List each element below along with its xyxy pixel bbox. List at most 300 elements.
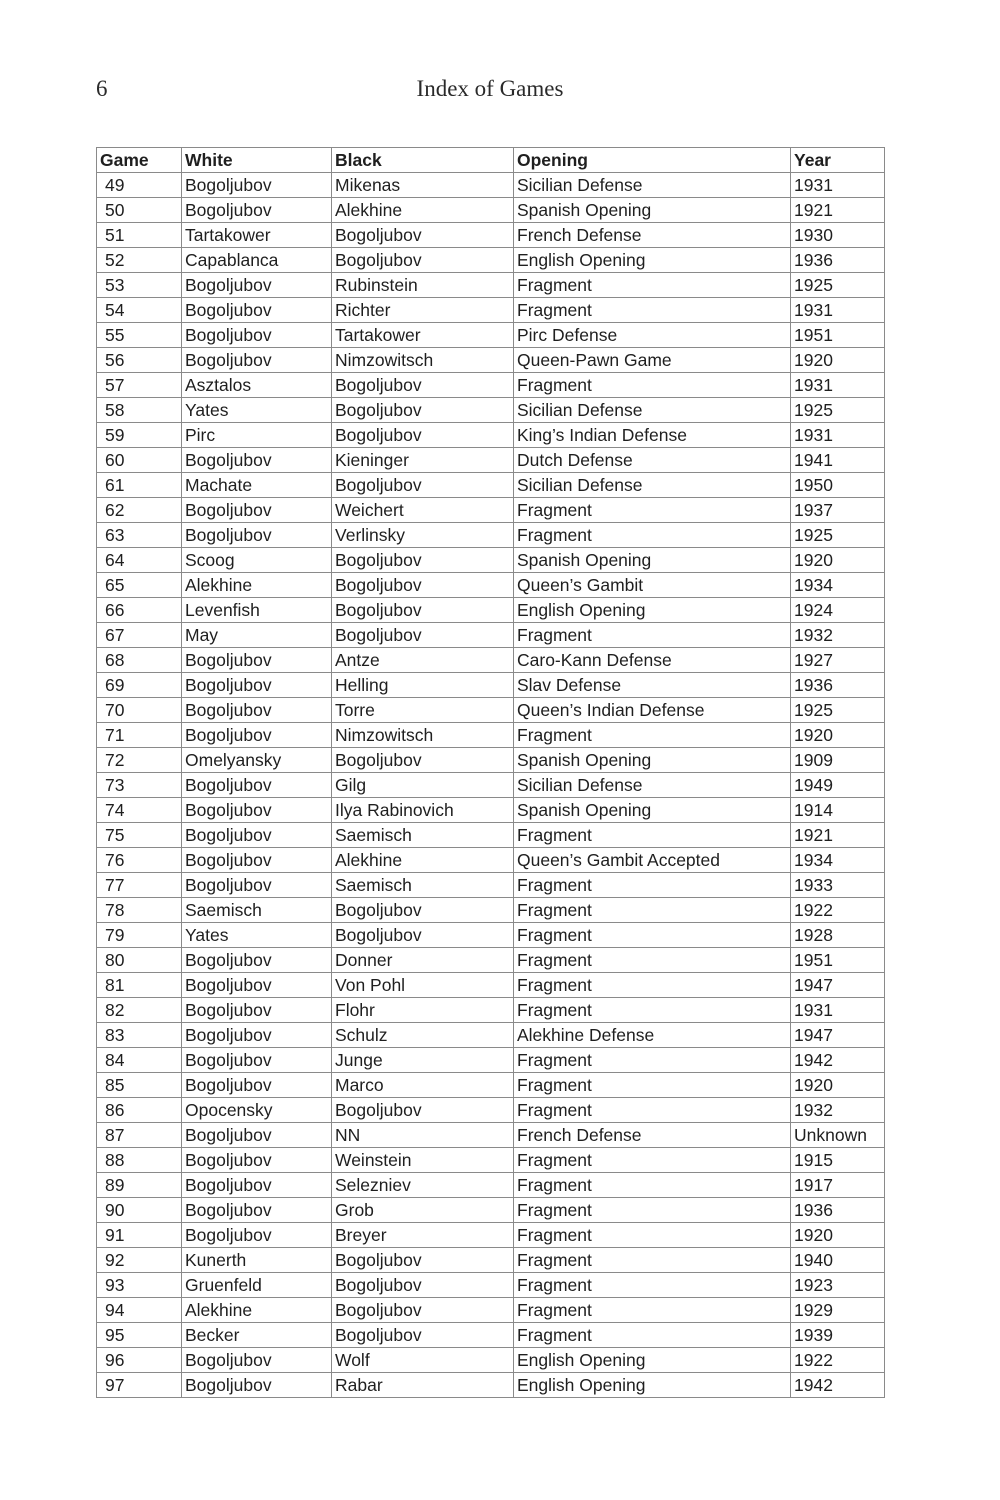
black-player-cell: Bogoljubov	[332, 923, 514, 948]
year-cell: 1928	[791, 923, 885, 948]
black-player-cell: Gilg	[332, 773, 514, 798]
black-player-cell: Mikenas	[332, 173, 514, 198]
white-player-cell: Tartakower	[182, 223, 332, 248]
table-row	[97, 498, 885, 523]
white-player-cell: Bogoljubov	[182, 1198, 332, 1223]
game-number-cell: 78	[97, 898, 182, 923]
game-number-cell: 49	[97, 173, 182, 198]
table-row	[97, 173, 885, 198]
table-row	[97, 748, 885, 773]
opening-cell: Spanish Opening	[514, 548, 791, 573]
year-cell: 1936	[791, 1198, 885, 1223]
year-cell: 1932	[791, 1098, 885, 1123]
opening-cell: English Opening	[514, 1348, 791, 1373]
year-cell: 1931	[791, 173, 885, 198]
table-row	[97, 348, 885, 373]
black-player-cell: Bogoljubov	[332, 1248, 514, 1273]
white-player-cell: Bogoljubov	[182, 973, 332, 998]
black-player-cell: Junge	[332, 1048, 514, 1073]
black-player-cell: Bogoljubov	[332, 548, 514, 573]
table-row	[97, 1248, 885, 1273]
game-number-cell: 55	[97, 323, 182, 348]
opening-cell: Queen’s Gambit Accepted	[514, 848, 791, 873]
game-number-cell: 92	[97, 1248, 182, 1273]
opening-cell: Sicilian Defense	[514, 398, 791, 423]
year-cell: 1932	[791, 623, 885, 648]
black-player-cell: Saemisch	[332, 823, 514, 848]
opening-cell: Sicilian Defense	[514, 173, 791, 198]
opening-cell: Spanish Opening	[514, 748, 791, 773]
black-player-cell: Nimzowitsch	[332, 723, 514, 748]
column-header-game: Game	[97, 148, 182, 173]
white-player-cell: Bogoljubov	[182, 1123, 332, 1148]
table-row	[97, 1048, 885, 1073]
game-number-cell: 97	[97, 1373, 182, 1398]
black-player-cell: Rabar	[332, 1373, 514, 1398]
white-player-cell: Bogoljubov	[182, 1048, 332, 1073]
white-player-cell: Capablanca	[182, 248, 332, 273]
table-row	[97, 448, 885, 473]
opening-cell: Fragment	[514, 373, 791, 398]
white-player-cell: Machate	[182, 473, 332, 498]
opening-cell: Fragment	[514, 1223, 791, 1248]
white-player-cell: May	[182, 623, 332, 648]
white-player-cell: Bogoljubov	[182, 348, 332, 373]
game-number-cell: 61	[97, 473, 182, 498]
year-cell: 1933	[791, 873, 885, 898]
black-player-cell: NN	[332, 1123, 514, 1148]
black-player-cell: Donner	[332, 948, 514, 973]
opening-cell: Sicilian Defense	[514, 473, 791, 498]
opening-cell: Fragment	[514, 973, 791, 998]
opening-cell: Spanish Opening	[514, 798, 791, 823]
black-player-cell: Grob	[332, 1198, 514, 1223]
white-player-cell: Bogoljubov	[182, 873, 332, 898]
year-cell: 1920	[791, 348, 885, 373]
white-player-cell: Bogoljubov	[182, 773, 332, 798]
year-cell: 1921	[791, 198, 885, 223]
black-player-cell: Verlinsky	[332, 523, 514, 548]
opening-cell: French Defense	[514, 1123, 791, 1148]
game-number-cell: 89	[97, 1173, 182, 1198]
year-cell: 1940	[791, 1248, 885, 1273]
white-player-cell: Bogoljubov	[182, 1373, 332, 1398]
table-row	[97, 598, 885, 623]
year-cell: 1923	[791, 1273, 885, 1298]
table-row	[97, 248, 885, 273]
white-player-cell: Asztalos	[182, 373, 332, 398]
year-cell: 1925	[791, 398, 885, 423]
table-row	[97, 723, 885, 748]
black-player-cell: Ilya Rabinovich	[332, 798, 514, 823]
opening-cell: Fragment	[514, 1273, 791, 1298]
game-number-cell: 79	[97, 923, 182, 948]
white-player-cell: Bogoljubov	[182, 1148, 332, 1173]
opening-cell: Fragment	[514, 923, 791, 948]
opening-cell: Fragment	[514, 523, 791, 548]
white-player-cell: Bogoljubov	[182, 498, 332, 523]
table-row	[97, 823, 885, 848]
table-row	[97, 1148, 885, 1173]
white-player-cell: Yates	[182, 923, 332, 948]
year-cell: 1942	[791, 1373, 885, 1398]
year-cell: 1920	[791, 1223, 885, 1248]
game-number-cell: 52	[97, 248, 182, 273]
white-player-cell: Bogoljubov	[182, 998, 332, 1023]
year-cell: 1947	[791, 973, 885, 998]
black-player-cell: Rubinstein	[332, 273, 514, 298]
table-row	[97, 523, 885, 548]
game-number-cell: 83	[97, 1023, 182, 1048]
game-number-cell: 68	[97, 648, 182, 673]
table-row	[97, 1348, 885, 1373]
opening-cell: Fragment	[514, 1198, 791, 1223]
black-player-cell: Kieninger	[332, 448, 514, 473]
opening-cell: Fragment	[514, 998, 791, 1023]
black-player-cell: Schulz	[332, 1023, 514, 1048]
game-number-cell: 50	[97, 198, 182, 223]
year-cell: Unknown	[791, 1123, 885, 1148]
game-number-cell: 56	[97, 348, 182, 373]
game-number-cell: 94	[97, 1298, 182, 1323]
year-cell: 1939	[791, 1323, 885, 1348]
game-number-cell: 80	[97, 948, 182, 973]
game-number-cell: 59	[97, 423, 182, 448]
year-cell: 1941	[791, 448, 885, 473]
table-row	[97, 1198, 885, 1223]
game-number-cell: 53	[97, 273, 182, 298]
game-number-cell: 87	[97, 1123, 182, 1148]
table-row	[97, 1023, 885, 1048]
opening-cell: Fragment	[514, 623, 791, 648]
white-player-cell: Bogoljubov	[182, 948, 332, 973]
table-header-row	[97, 148, 885, 173]
year-cell: 1920	[791, 723, 885, 748]
page-title: Index of Games	[416, 76, 564, 101]
opening-cell: Fragment	[514, 823, 791, 848]
year-cell: 1931	[791, 373, 885, 398]
black-player-cell: Nimzowitsch	[332, 348, 514, 373]
game-number-cell: 95	[97, 1323, 182, 1348]
game-number-cell: 84	[97, 1048, 182, 1073]
table-row	[97, 373, 885, 398]
opening-cell: Fragment	[514, 1173, 791, 1198]
game-number-cell: 91	[97, 1223, 182, 1248]
game-number-cell: 51	[97, 223, 182, 248]
opening-cell: Fragment	[514, 1048, 791, 1073]
opening-cell: Queen’s Gambit	[514, 573, 791, 598]
opening-cell: Caro-Kann Defense	[514, 648, 791, 673]
black-player-cell: Breyer	[332, 1223, 514, 1248]
games-index-table	[96, 147, 885, 1398]
game-number-cell: 77	[97, 873, 182, 898]
opening-cell: Slav Defense	[514, 673, 791, 698]
black-player-cell: Weinstein	[332, 1148, 514, 1173]
year-cell: 1915	[791, 1148, 885, 1173]
year-cell: 1950	[791, 473, 885, 498]
year-cell: 1931	[791, 998, 885, 1023]
opening-cell: Fragment	[514, 723, 791, 748]
opening-cell: Fragment	[514, 873, 791, 898]
year-cell: 1937	[791, 498, 885, 523]
white-player-cell: Bogoljubov	[182, 1348, 332, 1373]
opening-cell: Alekhine Defense	[514, 1023, 791, 1048]
black-player-cell: Bogoljubov	[332, 1273, 514, 1298]
table-row	[97, 1373, 885, 1398]
year-cell: 1934	[791, 573, 885, 598]
table-row	[97, 1298, 885, 1323]
black-player-cell: Bogoljubov	[332, 898, 514, 923]
year-cell: 1951	[791, 323, 885, 348]
black-player-cell: Bogoljubov	[332, 748, 514, 773]
white-player-cell: Bogoljubov	[182, 173, 332, 198]
table-row	[97, 223, 885, 248]
opening-cell: Fragment	[514, 298, 791, 323]
table-row	[97, 198, 885, 223]
black-player-cell: Torre	[332, 698, 514, 723]
table-row	[97, 798, 885, 823]
black-player-cell: Wolf	[332, 1348, 514, 1373]
game-number-cell: 74	[97, 798, 182, 823]
black-player-cell: Bogoljubov	[332, 1098, 514, 1123]
table-row	[97, 1223, 885, 1248]
white-player-cell: Bogoljubov	[182, 698, 332, 723]
table-row	[97, 298, 885, 323]
table-row	[97, 623, 885, 648]
black-player-cell: Richter	[332, 298, 514, 323]
year-cell: 1920	[791, 1073, 885, 1098]
table-row	[97, 1323, 885, 1348]
opening-cell: Fragment	[514, 498, 791, 523]
black-player-cell: Bogoljubov	[332, 1323, 514, 1348]
year-cell: 1917	[791, 1173, 885, 1198]
white-player-cell: Gruenfeld	[182, 1273, 332, 1298]
white-player-cell: Bogoljubov	[182, 1223, 332, 1248]
table-row	[97, 473, 885, 498]
white-player-cell: Bogoljubov	[182, 448, 332, 473]
white-player-cell: Bogoljubov	[182, 1073, 332, 1098]
table-row	[97, 573, 885, 598]
table-row	[97, 898, 885, 923]
year-cell: 1921	[791, 823, 885, 848]
table-row	[97, 1273, 885, 1298]
year-cell: 1925	[791, 698, 885, 723]
white-player-cell: Bogoljubov	[182, 723, 332, 748]
game-number-cell: 86	[97, 1098, 182, 1123]
opening-cell: King’s Indian Defense	[514, 423, 791, 448]
black-player-cell: Bogoljubov	[332, 373, 514, 398]
year-cell: 1922	[791, 1348, 885, 1373]
white-player-cell: Kunerth	[182, 1248, 332, 1273]
table-row	[97, 973, 885, 998]
game-number-cell: 64	[97, 548, 182, 573]
page-number: 6	[96, 76, 108, 101]
black-player-cell: Tartakower	[332, 323, 514, 348]
black-player-cell: Saemisch	[332, 873, 514, 898]
white-player-cell: Bogoljubov	[182, 1173, 332, 1198]
year-cell: 1949	[791, 773, 885, 798]
white-player-cell: Bogoljubov	[182, 798, 332, 823]
opening-cell: Queen-Pawn Game	[514, 348, 791, 373]
white-player-cell: Levenfish	[182, 598, 332, 623]
black-player-cell: Flohr	[332, 998, 514, 1023]
game-number-cell: 60	[97, 448, 182, 473]
game-number-cell: 73	[97, 773, 182, 798]
black-player-cell: Bogoljubov	[332, 423, 514, 448]
opening-cell: Sicilian Defense	[514, 773, 791, 798]
opening-cell: Fragment	[514, 1323, 791, 1348]
white-player-cell: Bogoljubov	[182, 848, 332, 873]
game-number-cell: 90	[97, 1198, 182, 1223]
game-number-cell: 70	[97, 698, 182, 723]
year-cell: 1929	[791, 1298, 885, 1323]
black-player-cell: Antze	[332, 648, 514, 673]
black-player-cell: Von Pohl	[332, 973, 514, 998]
year-cell: 1951	[791, 948, 885, 973]
opening-cell: Fragment	[514, 1148, 791, 1173]
white-player-cell: Saemisch	[182, 898, 332, 923]
game-number-cell: 81	[97, 973, 182, 998]
table-row	[97, 1098, 885, 1123]
table-row	[97, 923, 885, 948]
opening-cell: Fragment	[514, 1098, 791, 1123]
game-number-cell: 69	[97, 673, 182, 698]
table-row	[97, 848, 885, 873]
table-row	[97, 673, 885, 698]
game-number-cell: 58	[97, 398, 182, 423]
table-row	[97, 648, 885, 673]
table-row	[97, 273, 885, 298]
opening-cell: English Opening	[514, 248, 791, 273]
black-player-cell: Bogoljubov	[332, 573, 514, 598]
white-player-cell: Bogoljubov	[182, 823, 332, 848]
game-number-cell: 96	[97, 1348, 182, 1373]
opening-cell: Fragment	[514, 898, 791, 923]
white-player-cell: Bogoljubov	[182, 273, 332, 298]
table-row	[97, 1073, 885, 1098]
table-row	[97, 1173, 885, 1198]
game-number-cell: 63	[97, 523, 182, 548]
game-number-cell: 65	[97, 573, 182, 598]
white-player-cell: Yates	[182, 398, 332, 423]
table-row	[97, 1123, 885, 1148]
white-player-cell: Bogoljubov	[182, 523, 332, 548]
year-cell: 1924	[791, 598, 885, 623]
opening-cell: Spanish Opening	[514, 198, 791, 223]
opening-cell: Fragment	[514, 1073, 791, 1098]
game-number-cell: 93	[97, 1273, 182, 1298]
opening-cell: Fragment	[514, 1298, 791, 1323]
opening-cell: English Opening	[514, 598, 791, 623]
opening-cell: Fragment	[514, 1248, 791, 1273]
game-number-cell: 72	[97, 748, 182, 773]
black-player-cell: Alekhine	[332, 198, 514, 223]
black-player-cell: Bogoljubov	[332, 223, 514, 248]
table-row	[97, 323, 885, 348]
game-number-cell: 54	[97, 298, 182, 323]
column-header-opening: Opening	[514, 148, 791, 173]
game-number-cell: 85	[97, 1073, 182, 1098]
table-row	[97, 548, 885, 573]
column-header-white: White	[182, 148, 332, 173]
table-row	[97, 773, 885, 798]
year-cell: 1930	[791, 223, 885, 248]
year-cell: 1936	[791, 248, 885, 273]
year-cell: 1925	[791, 273, 885, 298]
year-cell: 1931	[791, 423, 885, 448]
black-player-cell: Weichert	[332, 498, 514, 523]
white-player-cell: Bogoljubov	[182, 198, 332, 223]
opening-cell: Fragment	[514, 273, 791, 298]
column-header-year: Year	[791, 148, 885, 173]
year-cell: 1936	[791, 673, 885, 698]
black-player-cell: Selezniev	[332, 1173, 514, 1198]
white-player-cell: Bogoljubov	[182, 323, 332, 348]
year-cell: 1934	[791, 848, 885, 873]
white-player-cell: Omelyansky	[182, 748, 332, 773]
opening-cell: Queen’s Indian Defense	[514, 698, 791, 723]
white-player-cell: Bogoljubov	[182, 1023, 332, 1048]
white-player-cell: Becker	[182, 1323, 332, 1348]
year-cell: 1942	[791, 1048, 885, 1073]
year-cell: 1947	[791, 1023, 885, 1048]
opening-cell: English Opening	[514, 1373, 791, 1398]
black-player-cell: Bogoljubov	[332, 248, 514, 273]
black-player-cell: Alekhine	[332, 848, 514, 873]
black-player-cell: Bogoljubov	[332, 473, 514, 498]
game-number-cell: 62	[97, 498, 182, 523]
table-body	[97, 173, 885, 1398]
white-player-cell: Alekhine	[182, 573, 332, 598]
white-player-cell: Bogoljubov	[182, 648, 332, 673]
table-row	[97, 698, 885, 723]
white-player-cell: Bogoljubov	[182, 298, 332, 323]
black-player-cell: Bogoljubov	[332, 1298, 514, 1323]
black-player-cell: Bogoljubov	[332, 398, 514, 423]
opening-cell: Dutch Defense	[514, 448, 791, 473]
white-player-cell: Alekhine	[182, 1298, 332, 1323]
white-player-cell: Bogoljubov	[182, 673, 332, 698]
game-number-cell: 67	[97, 623, 182, 648]
year-cell: 1927	[791, 648, 885, 673]
game-number-cell: 88	[97, 1148, 182, 1173]
year-cell: 1920	[791, 548, 885, 573]
black-player-cell: Marco	[332, 1073, 514, 1098]
game-number-cell: 66	[97, 598, 182, 623]
game-number-cell: 76	[97, 848, 182, 873]
game-number-cell: 71	[97, 723, 182, 748]
year-cell: 1922	[791, 898, 885, 923]
year-cell: 1931	[791, 298, 885, 323]
table-row	[97, 423, 885, 448]
table-row	[97, 873, 885, 898]
column-header-black: Black	[332, 148, 514, 173]
year-cell: 1925	[791, 523, 885, 548]
opening-cell: Pirc Defense	[514, 323, 791, 348]
white-player-cell: Pirc	[182, 423, 332, 448]
table-row	[97, 398, 885, 423]
black-player-cell: Bogoljubov	[332, 598, 514, 623]
black-player-cell: Bogoljubov	[332, 623, 514, 648]
table-row	[97, 998, 885, 1023]
game-number-cell: 75	[97, 823, 182, 848]
white-player-cell: Scoog	[182, 548, 332, 573]
opening-cell: Fragment	[514, 948, 791, 973]
opening-cell: French Defense	[514, 223, 791, 248]
game-number-cell: 57	[97, 373, 182, 398]
game-number-cell: 82	[97, 998, 182, 1023]
year-cell: 1909	[791, 748, 885, 773]
